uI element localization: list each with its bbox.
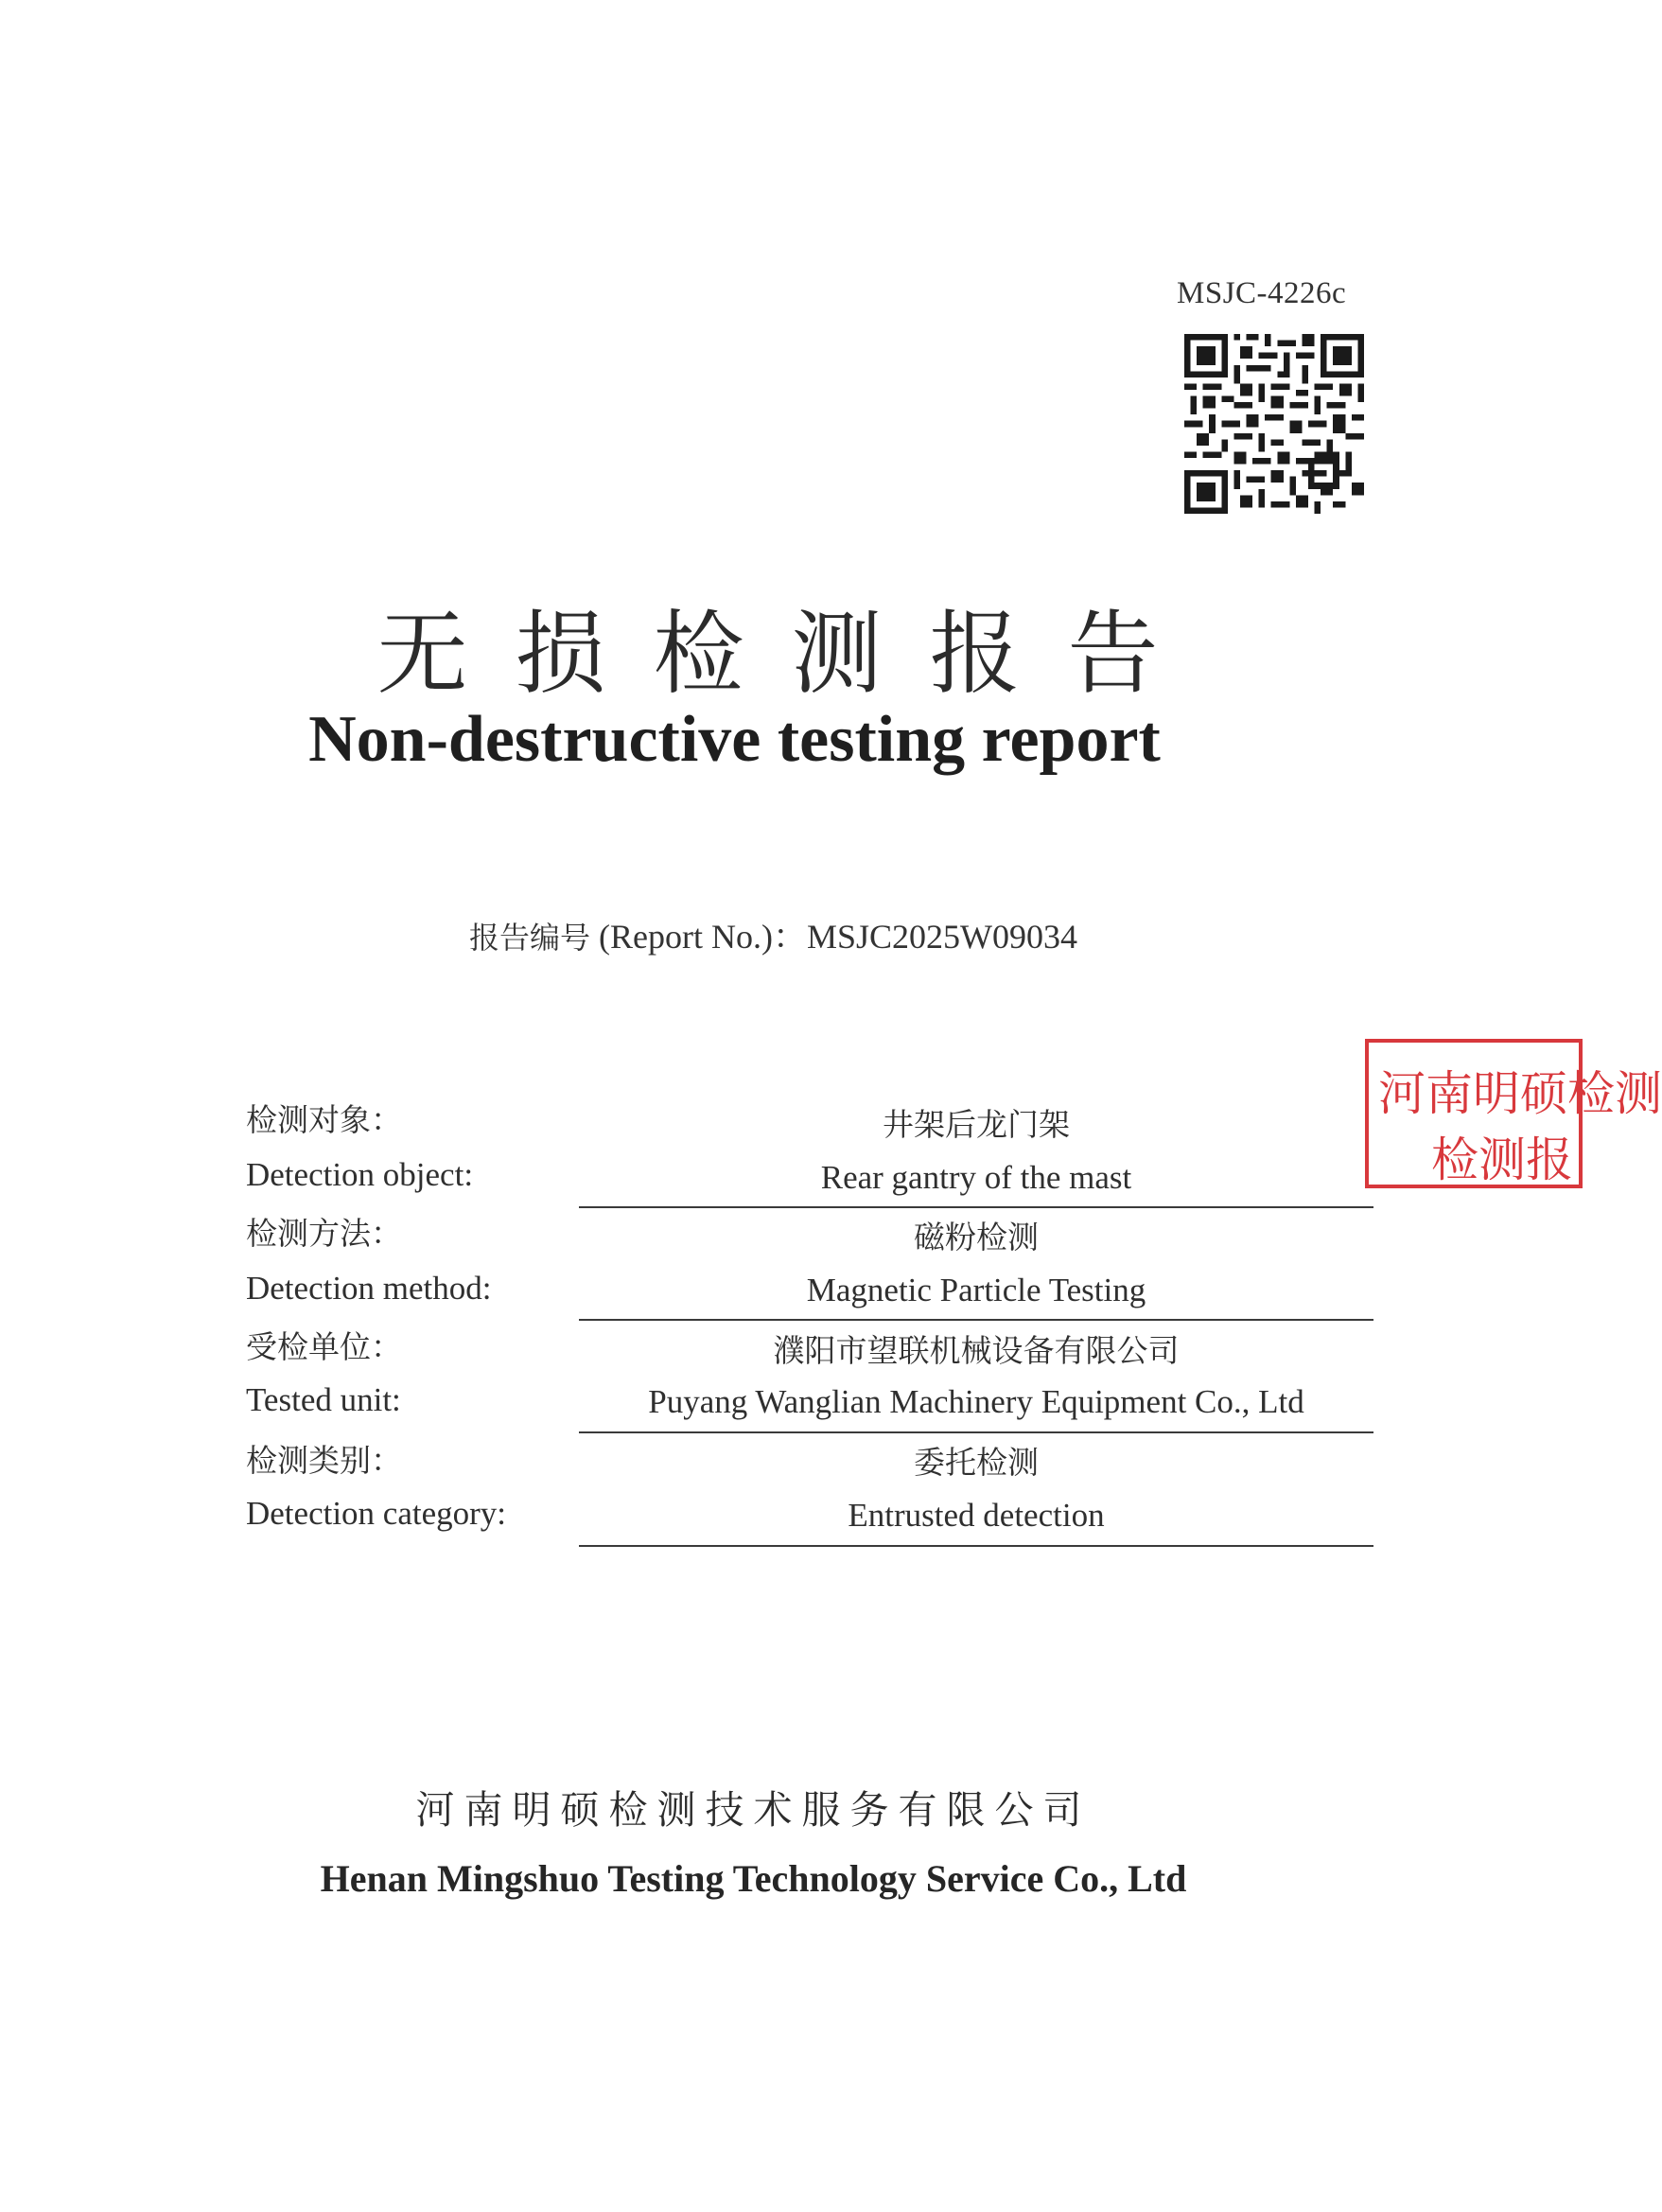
qr-code bbox=[1184, 334, 1364, 514]
tested-unit-label-en: Tested unit: bbox=[246, 1381, 401, 1418]
company-seal-stamp bbox=[1365, 1039, 1662, 1188]
tested-unit-value-en: Puyang Wanglian Machinery Equipment Co., Ltd bbox=[648, 1383, 1304, 1420]
detection-method-label-en: Detection method: bbox=[246, 1270, 492, 1307]
report-number-label-en: (Report No.)： bbox=[599, 918, 807, 956]
detection-method-value-cn: 磁粉检测 bbox=[914, 1219, 1039, 1255]
detection-category-value-cn: 委托检测 bbox=[914, 1444, 1039, 1481]
tested-unit-value-cn: 濮阳市望联机械设备有限公司 bbox=[773, 1332, 1180, 1369]
document-code: MSJC-4226c bbox=[1177, 276, 1347, 310]
report-number-value: MSJC2025W09034 bbox=[806, 918, 1078, 956]
stamp-line-2: 检测报 bbox=[1431, 1132, 1573, 1187]
detection-object-label-en: Detection object: bbox=[246, 1156, 474, 1193]
detection-category-value-en: Entrusted detection bbox=[848, 1497, 1105, 1534]
organization-name-chinese: 河南明硕检测技术服务有限公司 bbox=[415, 1787, 1092, 1833]
detection-object-underline bbox=[579, 1206, 1373, 1208]
detection-object-value-cn: 井架后龙门架 bbox=[883, 1106, 1070, 1143]
detection-method-value-en: Magnetic Particle Testing bbox=[806, 1272, 1146, 1308]
report-number-label-cn: 报告编号 bbox=[469, 920, 591, 956]
report-title-chinese: 无损检测报告 bbox=[376, 601, 1206, 707]
detection-category-label-en: Detection category: bbox=[246, 1495, 507, 1532]
detection-object-value-en: Rear gantry of the mast bbox=[820, 1159, 1132, 1196]
detection-category-underline bbox=[579, 1545, 1373, 1547]
detection-method-label-cn: 检测方法： bbox=[246, 1215, 402, 1252]
report-number-line bbox=[469, 910, 1077, 958]
tested-unit-underline bbox=[579, 1431, 1373, 1433]
detection-object-label-cn: 检测对象： bbox=[246, 1101, 402, 1138]
report-title-english: Non-destructive testing report bbox=[308, 703, 1161, 776]
stamp-line-1: 河南明硕检测 bbox=[1378, 1066, 1662, 1121]
organization-name-english: Henan Mingshuo Testing Technology Service Co., Ltd bbox=[320, 1857, 1187, 1900]
detection-method-underline bbox=[579, 1319, 1373, 1321]
detection-category-label-cn: 检测类别： bbox=[246, 1442, 402, 1479]
tested-unit-label-cn: 受检单位： bbox=[246, 1328, 402, 1365]
